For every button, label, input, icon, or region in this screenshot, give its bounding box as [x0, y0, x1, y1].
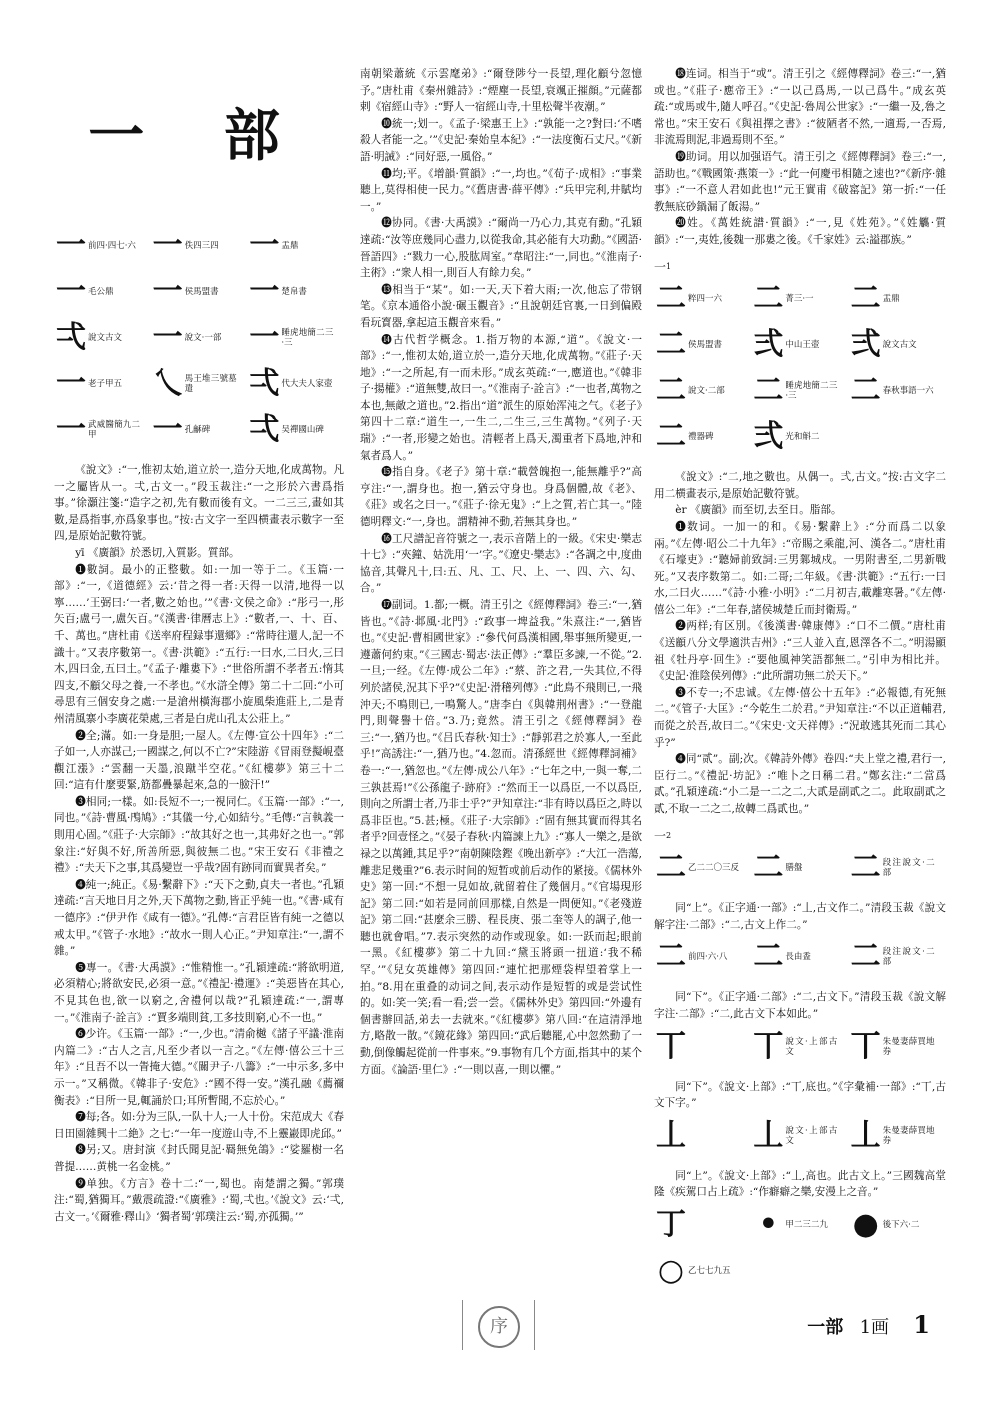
glyph-caption: 菁三·一: [785, 294, 814, 305]
entry-xia-text: 同“下”。《正字通·二部》:“二,古文下。”清段玉裁《說文解字注·二部》:“二,此古文下本如此。”: [654, 991, 946, 1020]
glyph-form: [849, 939, 946, 975]
glyph-form: [654, 850, 751, 886]
entry-xia2-text: 同“下”。《說文·上部》:“丅,底也。”《字彙補·一部》:“丅,古文下字。”: [654, 1080, 946, 1110]
glyph-caption: 說文·二部: [688, 386, 725, 397]
definition-paragraph: ❸相同;一樣。如:長短不一;一視同仁。《玉篇·一部》:“一,同也。”《詩·曹風·鳲鳩》:“其儀一兮,心如結兮。”毛傳:“言執義一則用心固。”《莊子·大宗師》:“故其好之也一,其弗好之也一。”郭象注:“好與不好,所善所惡,與彼無二也。”宋王安石《非禮之禮》:“夫天下之事,其爲變豈一乎哉?固有跡同而實異者矣。”: [54, 795, 344, 875]
glyph-form: [849, 327, 946, 363]
glyph-char: 二: [850, 939, 881, 975]
definition-paragraph: ❼每;各。如:分为三队,一队十人;一人十份。宋范成大《春日田園雜興十二絶》之七:“一年一度遊山寺,不上靈巖即虎邱。”: [54, 1111, 344, 1140]
column-2: [360, 66, 642, 1316]
glyph-char: 二: [656, 281, 686, 317]
glyph-char: 乀: [152, 366, 183, 401]
glyph-char: 弍: [753, 327, 784, 363]
glyph-char: 二: [753, 373, 784, 409]
glyph-char: 丅: [753, 1028, 784, 1064]
glyph-caption: 膳盤: [785, 863, 803, 874]
definition-paragraph: ❹純一;純正。《易·繫辭下》:“天下之動,貞夫一者也。”孔穎達疏:“言天地日月之外,天下萬物之動,皆正乎純一也。”《書·咸有一德序》:“伊尹作《咸有一德》。”孔傳:“言君臣皆有純一之德以戒太甲。”《管子·水地》:“故水一則人心正。”尹知章注:“一,謂不雜。”: [54, 878, 344, 958]
glyph-char: 一: [249, 320, 280, 355]
definition-paragraph: ⓬协同。《書·大禹謨》:“爾尚一乃心力,其克有勳。”孔穎達疏:“汝等庶幾同心盡力,以從我命,其必能有大功勳。”《國語·晉語四》:“戮力一心,股肱周室。”韋昭注:“一,同也。”《淮南子·主術》:“衆人相一,則百人有餘力矣。”: [360, 217, 642, 280]
glyph-form: [247, 274, 344, 310]
glyph-char: 二: [850, 850, 881, 886]
glyph-char: 弌: [249, 366, 280, 401]
definition-paragraph: ❽另;又。唐封演《封氏聞見記·羇無免鴿》:“娑羅樹一名普提……黄桃一名金桃。”: [54, 1144, 344, 1173]
glyph-form: [751, 419, 848, 455]
definition-paragraph: ❶數詞。最小的正整數。如:一加一等于二。《玉篇·一部》:“一,《道德經》云:‘昔之得一者:天得一以清,地得一以寧……’王弼曰:‘一者,數之始也。’”《書·文侯之命》:“彤弓一,彤矢百;盧弓一,盧矢百。”《漢書·律曆志上》:“數者,一、十、百、千、萬也。”唐杜甫《送率府程録事還鄉》:“常時往還人,記一不識十。”又表序數第一。《書·洪範》:“五行:一曰水,二曰火,三曰木,四曰金,五曰土。”《孟子·離婁下》:“世俗所謂不孝者五:惰其四支,不顧父母之養,一不孝也。”《水滸全傳》第二十二回:“小可尋思有三個安身之處:一是滄州橫海郡小旋風柴進莊上,二是青州清風寨小李廣花榮處,三者是白虎山孔太公莊上。”: [54, 563, 344, 725]
glyph-form: [151, 274, 248, 310]
glyph-char: 一: [56, 228, 86, 263]
glyph-char: 一: [56, 366, 86, 401]
glyph-caption: 甲二三二九: [785, 1219, 828, 1230]
entry-heading-shang: 一$^2$: [654, 828, 672, 843]
glyph-caption: 楚帛書: [281, 287, 307, 297]
definition-paragraph: ⓭相当于“某”。如:一天,天下着大雨;一次,他忘了带钢笔。《京本通俗小說·碾玉觀音》:“且說朝廷官裏,一日到偏殿看玩寳器,拿起這玉觀音來看。”: [360, 283, 642, 329]
glyph-form: [751, 373, 848, 409]
glyph-caption: 代大夫人家壺: [281, 379, 333, 389]
glyph-caption: 段注說文·二部: [882, 947, 935, 968]
glyph-char: 丁: [656, 1206, 686, 1242]
definition-paragraph: ⓫均;平。《增韻·質韻》:“一,均也。”《荀子·成相》:“事業聽上,莫得相使一民力。”《舊唐書·薛平傳》:“兵甲完利,井賦均一。”: [360, 167, 642, 213]
running-footer: [807, 1310, 930, 1339]
entry-shang-text: 同“上”。《正字通·一部》:“丄,古文作二。”清段玉裁《說文解字注·二部》:“二,古文上作二。”: [654, 902, 946, 931]
glyph-form: [54, 366, 151, 402]
seal-logo: 序: [478, 1306, 520, 1348]
glyph-form: [54, 320, 151, 356]
definition-paragraph: ❿統一;划一。《孟子·梁惠王上》:“孰能一之?對曰:‘不嗜殺人者能一之。’”《史記·秦始皇本紀》:“一法度衡石丈尺。”《新語·明誡》:“同好惡,一風俗。”: [360, 117, 642, 163]
glyph-form: [654, 373, 751, 409]
definition-paragraph: ❷两样;有区別。《後漢書·韓康傳》:“口不二價。”唐杜甫《送顧八分文學適洪吉州》:“三人並入直,恩澤各不二。”明湯顯祖《牡丹亭·回生》:“要他風神笑語都無二。”引申为相比并。《史記·淮陰侯列傳》:“此所謂功無二於天下。”: [654, 620, 946, 683]
glyph-form: [751, 1118, 848, 1154]
glyph-char: 一: [249, 228, 280, 263]
glyph-form: [151, 412, 248, 448]
definition-paragraph: ⓴姓。《萬姓統譜·質韻》:“一,見《姓苑》。”《姓觿·質韻》:“一,夷姓,後魏一那婁之後。《千家姓》云:謚郡族。”: [654, 217, 946, 246]
entry-er-text: [654, 469, 946, 817]
glyph-caption: 說文·上部古文: [785, 1036, 838, 1057]
glyph-form: [151, 320, 248, 356]
glyph-char: 一: [152, 412, 183, 447]
glyph-form: [54, 412, 151, 448]
glyph-table-ding: [654, 1207, 946, 1289]
glyph-caption: 馬王堆三號墓遣: [184, 374, 237, 394]
glyph-char: 二: [656, 373, 686, 409]
glyph-form: [849, 373, 946, 409]
glyph-char: 弌: [56, 320, 86, 355]
definition-paragraph: ⓰工尺譜記音符號之一,表示音階上的一級。《宋史·樂志十七》:“夾鐘、姑洗用‘一’字。”《遼史·樂志》:“各調之中,度曲協音,其聲凡十,曰:五、凡、工、尺、上、一、四、六、勾、合。”: [360, 532, 642, 595]
glyph-caption: 武威醫簡九二甲: [88, 420, 140, 440]
glyph-table-shang2: [654, 1118, 946, 1154]
definition-paragraph: ❺專一。《書·大禹謨》:“惟精惟一。”孔穎達疏:“將欲明道,必須精心;將欲安民,必須一意。”《禮記·禮運》:“美惡皆在其心,不見其色也,欲一以窮之,舍禮何以哉?”孔穎達疏:“一,謂專一。”《淮南子·詮言》:“賈多端則貧,工多技則窮,心不一也。”: [54, 961, 344, 1024]
definition-paragraph: ⓯指自身。《老子》第十章:“載營魄抱一,能無離乎?”高亨注:“一,謂身也。抱一,猶云守身也。身爲個體,故《老》、《莊》或名之曰一。”《莊子·徐无鬼》:“上之質,若亡其一。”陸德明釋文:“一,身也。謂精神不動,若無其身也。”: [360, 466, 642, 529]
glyph-char: 二: [656, 850, 686, 886]
glyph-char: 二: [850, 281, 881, 317]
definition-paragraph: ❻少许。《玉篇·一部》:“一,少也。”清俞樾《諸子平議·淮南内篇二》:“古人之言,凡至少者以一言之。”《左傳·僖公三十三年》:“且吾不以一眚掩大德。”《關尹子·八籌》:“一中示多,多中示一。”又稱微。《韓非子·安危》:“國不得一安。”漢孔融《薦禰衡表》:“目所一見,輒誦於口;耳所暫聞,不忘於心。”: [54, 1028, 344, 1107]
glyph-char: 一: [249, 274, 280, 309]
definition-paragraph: ❹同“贰”。副;次。《韓詩外傳》卷四:“夫上堂之禮,君行一,臣行二。”《禮記·坊記》:“唯卜之日稱二君。”鄭玄注:“二當爲貳。”孔穎達疏:“小二是一二之二,大貳是副貳之二。此取副貳之貳,不取一二之二,故轉二爲貳也。”: [654, 753, 946, 815]
glyph-char: 丄: [753, 1117, 784, 1153]
glyph-caption: 孔龢碑: [184, 425, 211, 435]
glyph-char: 一: [152, 228, 183, 263]
glyph-form: [54, 228, 151, 264]
glyph-form: [751, 1207, 848, 1243]
glyph-form: [654, 327, 751, 363]
glyph-form: [751, 850, 848, 886]
glyph-caption: 乙七七九五: [688, 1265, 731, 1276]
glyph-caption: 前四·四七·六: [88, 241, 136, 251]
glyph-char: 一: [152, 274, 183, 309]
definition-paragraph: ❷全;滿。如:一身是胆;一屋人。《左傳·宣公十四年》:“二子如一,人亦謀己;一國謀之,何以不亡?”宋陸游《冒雨登擬峴臺觀江漲》:“雲翻一天墨,浪蹴半空花。”《紅樓夢》第三十二回:“這有什麼要緊,筋都疊暴起來,急的一臉汗!”: [54, 729, 344, 792]
glyph-char: 一: [56, 412, 86, 447]
definition-paragraph: ❾单独。《方言》卷十二:“一,蜀也。南楚謂之獨。”郭璞注:“蜀,猶獨耳。”戴震疏證:“《廣雅》:‘蜀,弌也。’《說文》云:‘弌,古文一。’《爾雅·釋山》‘獨者蜀’郭璞注云:‘蜀,亦孤獨。’”: [54, 1177, 344, 1223]
glyph-char: ●: [852, 1206, 879, 1242]
glyph-caption: 老子甲五: [88, 379, 123, 389]
glyph-char: 二: [656, 939, 686, 975]
glyph-caption: 盂鼎: [281, 241, 299, 251]
definition-paragraph: ⓮古代哲学概念。1.指万物的本源,“道”。《說文·一部》:“一,惟初太始,道立於一,造分天地,化成萬物。”《莊子·天地》:“一之所起,有一而未形。”成玄英疏:“一,應道也。”《韓非子·揚權》:“道無雙,故曰一。”《淮南子·詮言》:“一也者,萬物之本也,無敵之道也。”2.指出“道”派生的原始浑沌之气。《老子》第四十二章:“道生一,一生二,二生三,三生萬物。”《列子·天瑞》:“一者,形變之始也。清輕者上爲天,濁重者下爲地,沖和氣者爲人。”: [360, 333, 642, 462]
glyph-caption: 佚四三四: [184, 241, 219, 251]
column-3: [654, 66, 946, 1316]
glyph-form: [654, 1253, 751, 1289]
glyph-caption: 禮器碑: [688, 432, 714, 443]
glyph-char: 二: [753, 939, 784, 975]
glyph-caption: 光和斛二: [785, 432, 820, 443]
definition-paragraph: ⓳助词。用以加强语气。清王引之《經傳釋詞》卷三:“一,語助也。”《戰國策·燕策一》:“此一何慶弔相隨之速也?”《新序·雜事》:“一不意人君如此也!”元王實甫《破窰記》第一折:“一任教無底砂鍋漏了飯湯。”: [654, 150, 946, 213]
glyph-table-xia2: [654, 1029, 946, 1065]
glyph-caption: 乙二二〇三反: [688, 863, 740, 874]
column-2-text: [360, 66, 642, 1078]
glyph-char: 丄: [850, 1117, 881, 1153]
glyph-char: 丄: [656, 1117, 686, 1153]
footer-section: 一部: [807, 1317, 844, 1338]
glyph-char: 弍: [753, 419, 784, 455]
glyph-char: 丅: [656, 1028, 686, 1064]
glyph-caption: 說文·上部古文: [785, 1125, 838, 1146]
glyph-char: 二: [753, 850, 784, 886]
glyph-char: •: [758, 1206, 778, 1242]
glyph-caption: 侯馬盟書: [184, 287, 219, 297]
glyph-char: 弌: [249, 412, 280, 447]
glyph-char: 二: [656, 419, 686, 455]
definition-paragraph: èr 《廣韻》而至切,去至日。脂部。: [675, 504, 842, 517]
glyph-char: 二: [753, 281, 784, 317]
glyph-caption: 中山王壺: [785, 340, 820, 351]
glyph-caption: 說文古文: [882, 340, 917, 351]
glyph-caption: 說文·一部: [184, 333, 222, 343]
definition-paragraph: ❸不专一;不忠诚。《左傳·僖公十五年》:“必報德,有死無二。”《管子·大匡》:“今乾生二於君。”尹知章注:“不以正道輔君,而從之於吾,故曰二。”《宋史·文天祥傳》:“況敢逃其死而二其心乎?”: [654, 686, 946, 749]
glyph-form: [247, 366, 344, 402]
glyph-form: [849, 1118, 946, 1154]
glyph-form: [751, 281, 848, 317]
glyph-char: ○: [657, 1252, 685, 1288]
glyph-table-er: [654, 281, 946, 455]
glyph-caption: 春秋事語一六: [882, 386, 934, 397]
glyph-caption: 長由盉: [785, 952, 811, 963]
glyph-form: [751, 1029, 848, 1065]
entry-shang2-text: 同“上”。《說文·上部》:“丄,高也。此古文上。”三國魏高堂隆《疾駕口占上疏》:“作癖癖之樂,安漫上之音。”: [654, 1169, 946, 1199]
glyph-caption: 朱曼妻薛買地券: [882, 1036, 935, 1057]
glyph-char: 弍: [850, 327, 881, 363]
glyph-table-shang: [654, 850, 946, 886]
glyph-form: [247, 320, 344, 356]
glyph-form: [151, 366, 248, 402]
page-title: 一 部: [88, 103, 310, 169]
glyph-form: [849, 1029, 946, 1065]
definition-paragraph: 《說文》:“一,惟初太始,道立於一,造分天地,化成萬物。凡一之屬皆从一。弌,古文一。”段玉裁注:“一之形於六書爲指事。”徐灝注箋:“造字之初,先有數而後有文。一二三三,畫如其數,是爲指事,亦爲象事也。”按:古文字一至四横畫表示數字一至四,是原始記數符號。: [54, 464, 344, 543]
page-footer: [0, 1300, 1000, 1360]
glyph-form: [247, 412, 344, 448]
glyph-form: [751, 327, 848, 363]
glyph-caption: 睡虎地簡二三·三: [785, 381, 838, 402]
glyph-form: [751, 939, 848, 975]
glyph-caption: 說文古文: [88, 333, 123, 343]
definition-paragraph: 《說文》:“二,地之數也。从偶一。弍,古文。”按:古文字二用二横畫表示,是原始記數符號。: [654, 471, 946, 500]
glyph-form: [247, 228, 344, 264]
glyph-caption: 段注說文·二部: [882, 858, 935, 879]
column-1: [54, 66, 344, 1316]
glyph-form: [849, 1207, 946, 1243]
glyph-char: 一: [152, 320, 183, 355]
page-number: 1: [913, 1310, 930, 1339]
glyph-table-xia: [654, 939, 946, 975]
footer-strokes: 1画: [859, 1317, 890, 1338]
glyph-form: [654, 1118, 751, 1154]
definition-paragraph: ⓱副词。1.都;一概。清王引之《經傳釋詞》卷三:“一,猶皆也。”《詩·邶風·北門》:“政事一埤益我。”朱熹注:“一,猶皆也。”《史記·曹相國世家》:“參代何爲漢相國,舉事無所變更,一遵蕭何約束。”《三國志·蜀志·法正傳》:“羣臣多諫,一不從。”2.一旦;一经。《左傳·成公二年》:“蔡、許之君,一失其位,不得列於諸侯,況其下乎?”《史記·滑稽列傳》:“此鳥不飛則已,一飛沖天;不鳴則已,一鳴驚人。”唐李白《與韓荆州書》:“一登龍門,則聲譽十倍。”3.乃;竟然。清王引之《經傳釋詞》卷三:“一,猶乃也。”《吕氏春秋·知士》:“靜郭君之於寡人,一至此乎!”高誘注:“一,猶乃也。”4.忽而。清孫經世《經傳釋詞補》卷一:“一,猶忽也。”《左傳·成公八年》:“七年之中,一與一奪,二三孰甚焉!”《公孫龍子·跡府》:“然而王一以爲臣,一不以爲臣,則向之所謂士者,乃非士乎?”尹知章注:“非有時以爲臣之,時以爲非臣也。”5.甚;極。《莊子·大宗師》:“固有無其實而得其名者乎?回壹怪之。”《晏子春秋·内篇諫上九》:“寡人一樂之,是欲禄之以萬鍾,其足乎?”南朝陳陰鏗《晚出新亭》:“大江一浩蕩,離悲足幾重?”6.表示时间的短暂或前后动作的紧接。《儒林外史》第一回:“不想一見如故,就留着住了幾個月。”《官場現形記》第二回:“如若是同前回那樣,自然是一問便知。”《老殘遊記》第二回:“甚麼余三勝、程長庚、張二奎等人的調子,他一聽也就會唱。”7.表示突然的动作或现象。如:一跃而起;眼前一黑。《紅樓夢》第二十九回:“黛玉將頭一扭道:‘我不稀罕。’”《兒女英雄傳》第四回:“連忙把那煙袋桿望着掌上一拍。”8.用在重叠的动词之间,表示动作是短暂的或是尝试性的。如:笑一笑;看一看;尝一尝。《儒林外史》第四回:“外邊有個書辦回話,弟去一去就來。”《紅樓夢》第八回:“在這清淨地方,略散一散。”《鏡花緣》第四回:“武后聽罷,心中忽然動了一動,倒像觸起從前一件事來。”9.事物有几个方面,指其中的某个方面。《論語·里仁》:“一則以喜,一則以懼。”: [360, 599, 642, 1076]
glyph-form: [654, 419, 751, 455]
glyph-form: [54, 274, 151, 310]
entry-heading-er: 一$^1$: [654, 259, 672, 274]
glyph-char: 一: [56, 274, 86, 309]
glyph-caption: 後下六·二: [882, 1219, 920, 1230]
glyph-char: 二: [656, 327, 686, 363]
glyph-form: [654, 281, 751, 317]
glyph-caption: 睡虎地簡二三·三: [281, 328, 334, 348]
glyph-form: [654, 939, 751, 975]
glyph-table-yi: [54, 228, 344, 448]
glyph-caption: 盂鼎: [882, 294, 900, 305]
definition-paragraph: ❶数词。一加一的和。《易·繫辭上》:“分而爲二以象兩。”《左傳·昭公二十九年》:“帝賜之乘龍,河、漢各二。”唐杜甫《石壕吏》:“聽婦前致詞:三男鄴城戍。一男附書至,二男新戰死。”又表序数第二。如:二哥;二年級。《書·洪範》:“五行:一曰水,二曰火……”《詩·小雅·小明》:“二月初吉,載離寒暑。”《左傳·僖公二年》:“二年春,諸侯城楚丘而封衛焉。”: [654, 520, 946, 616]
glyph-form: [849, 850, 946, 886]
glyph-form: [654, 1029, 751, 1065]
footer-rule-left: [462, 1300, 463, 1350]
column-1-text: [54, 462, 344, 1225]
glyph-caption: 朱曼妻薛買地券: [882, 1125, 935, 1146]
glyph-char: 丅: [850, 1028, 881, 1064]
glyph-form: [654, 1207, 751, 1243]
glyph-caption: 粹四一六: [688, 294, 723, 305]
definition-paragraph: yī 《廣韻》於悉切,入質影。質部。: [75, 546, 240, 559]
glyph-form: [849, 281, 946, 317]
glyph-caption: 前四·六·八: [688, 952, 728, 963]
glyph-form: [151, 228, 248, 264]
column-3-text: [654, 66, 946, 249]
glyph-caption: 毛公鼎: [88, 287, 114, 297]
glyph-char: 二: [850, 373, 881, 409]
glyph-caption: 侯馬盟書: [688, 340, 723, 351]
definition-paragraph: ⓲连词。相当于“或”。清王引之《經傳釋詞》卷三:“一,猶或也。”《莊子·應帝王》:“一以己爲馬,一以己爲牛。”成玄英疏:“或馬或牛,隨人呼召。”《史記·魯周公世家》:“一繼一及,魯之常也。”宋王安石《與祖擇之書》:“彼陋者不然,一適焉,一否焉,非流焉則泥,非過焉則不至。”: [654, 68, 946, 147]
definition-paragraph: 南朝梁蕭統《示雲麾弟》:“爾登陟兮一長望,理化顧兮忽憶予。”唐杜甫《秦州雜詩》:“煙塵一長望,衰颯正摧顔。”元薩都剌《宿經山寺》:“野人一宿經山寺,十里松聲半夜潮。”: [360, 68, 642, 114]
footer-rule-right: [534, 1300, 535, 1350]
glyph-caption: 吴禪國山碑: [281, 425, 324, 435]
